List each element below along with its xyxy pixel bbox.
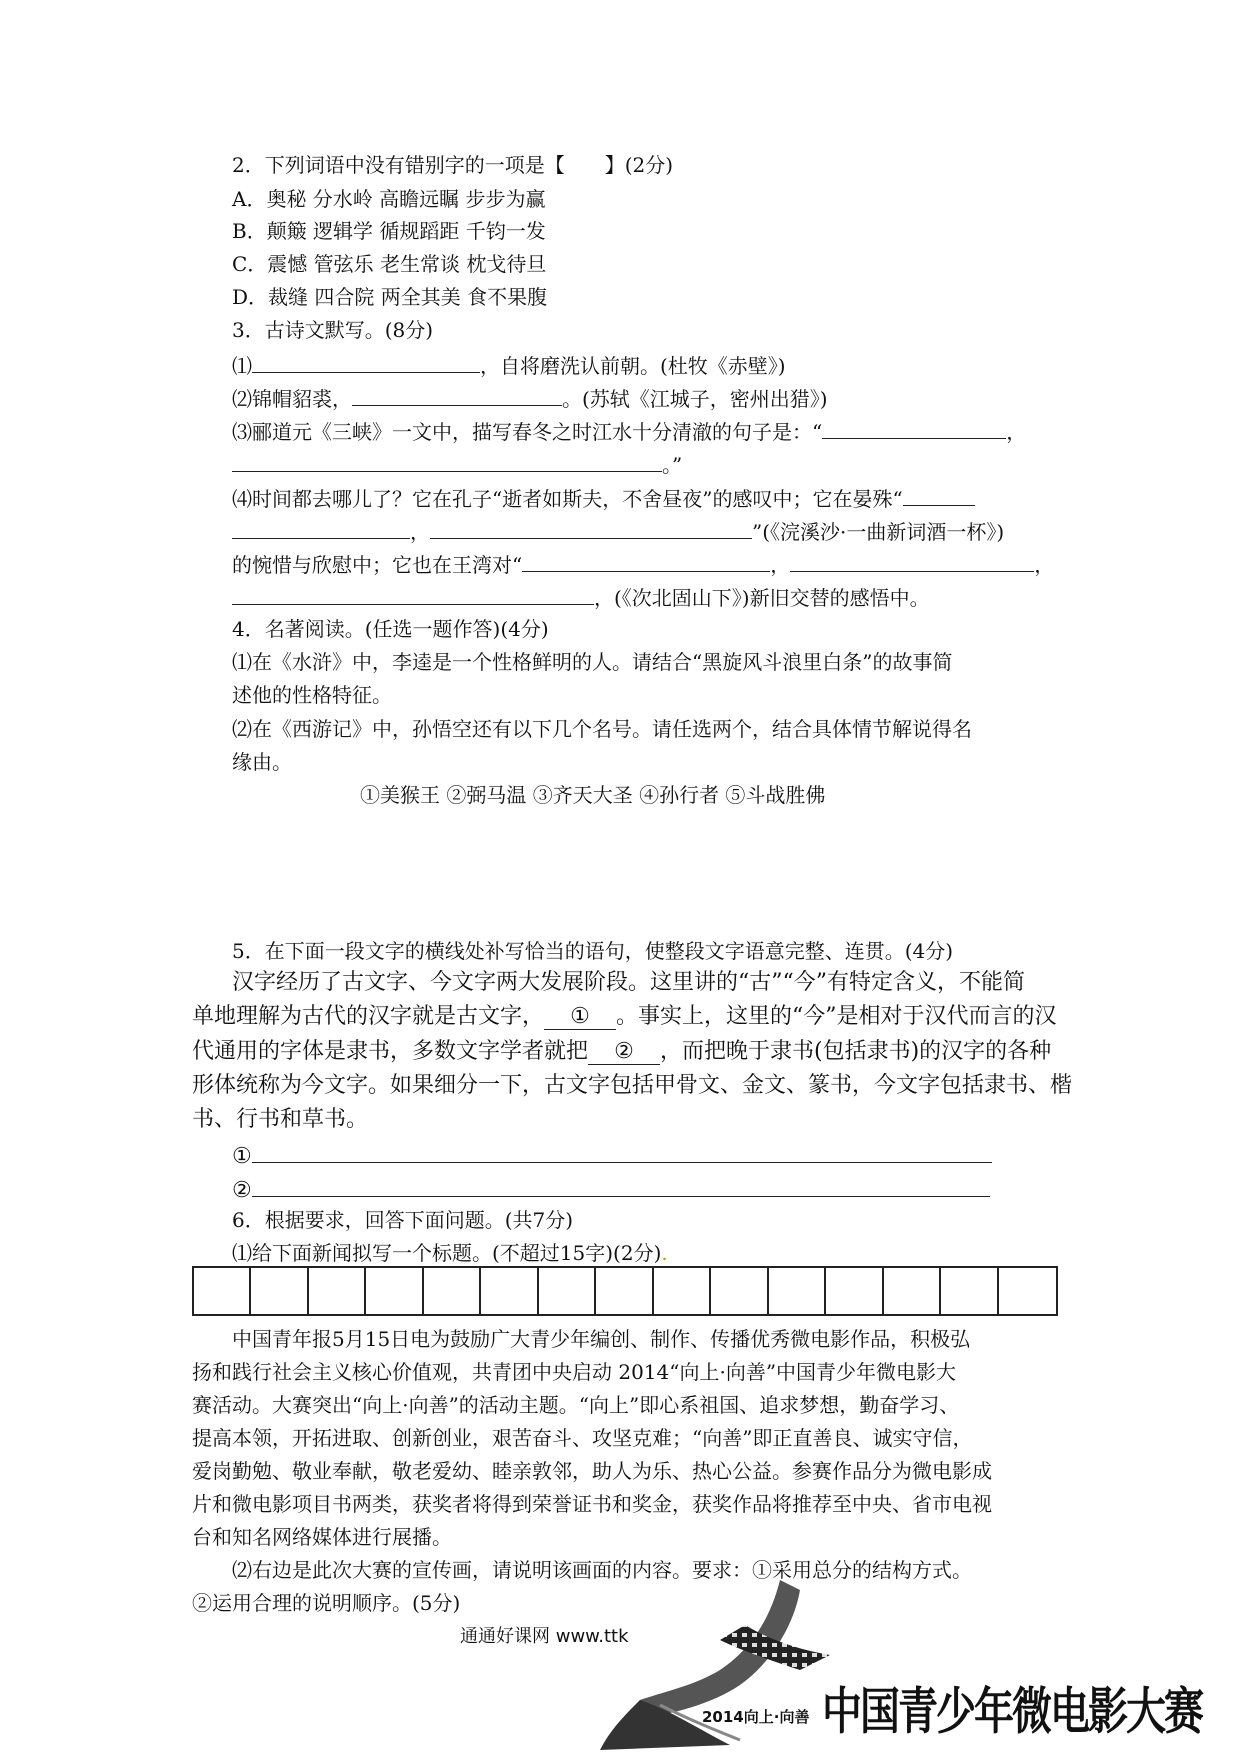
q3-stem: 3．古诗文默写。(8分) (232, 318, 434, 342)
grid-cell[interactable] (366, 1268, 423, 1314)
q5-blank-1[interactable]: ① (544, 1003, 616, 1030)
q3-item-3-blank-1[interactable] (822, 416, 1006, 439)
q3-item-4-comma-2: ， (770, 553, 791, 577)
q5-answer-2-label: ② (232, 1178, 252, 1203)
poster-slogan: 2014向上·向善 (702, 1708, 810, 1726)
q5-stem: 5．在下面一段文字的横线处补写恰当的语句，使整段文字语意完整、连贯。(4分) (232, 939, 954, 963)
grid-cell[interactable] (999, 1268, 1056, 1314)
grid-cell[interactable] (654, 1268, 711, 1314)
q6-news-line-4: 提高本领，开拓进取、创新创业，艰苦奋斗、攻坚克难；“向善”即正直善良、诚实守信， (192, 1426, 973, 1450)
grid-cell[interactable] (884, 1268, 941, 1314)
q5-text-2b: 。事实上，这里的“今”是相对于汉代而言的汉 (616, 1004, 1057, 1029)
q6-part-1-text: ⑴给下面新闻拟写一个标题。(不超过15字)(2分) (232, 1241, 662, 1265)
q5-para-line-1: 汉字经历了古文字、今文字两大发展阶段。这里讲的“古”“今”有特定含义，不能简 (232, 970, 1025, 995)
q3-item-4-blank-6[interactable] (232, 582, 594, 605)
q3-item-4-blank-1[interactable] (903, 483, 975, 506)
q4-part-1-line-2: 述他的性格特征。 (232, 683, 392, 707)
q5-answer-2-line[interactable] (252, 1174, 990, 1197)
q3-item-1-number: ⑴ (232, 354, 252, 378)
q3-item-4-text-a: ⑷时间都去哪儿了？它在孔子“逝者如斯夫，不舍昼夜”的感叹中；它在晏殊“ (232, 487, 903, 511)
q5-para-line-4: 形体统称为今文字。如果细分一下，古文字包括甲骨文、金文、篆书，今文字包括隶书、楷 (192, 1073, 1073, 1098)
q3-item-2 (232, 383, 828, 412)
q6-news-line-6: 片和微电影项目书两类，获奖者将得到荣誉证书和奖金，获奖作品将推荐至中央、省市电视 (192, 1492, 992, 1516)
q5-para-line-5: 书、行书和草书。 (192, 1107, 369, 1132)
q3-item-2-text-a: ⑵锦帽貂裘， (232, 387, 352, 411)
grid-cell[interactable] (826, 1268, 883, 1314)
q3-item-4-cont-1 (232, 516, 1004, 545)
q3-item-4-comma: ， (410, 520, 430, 544)
q3-item-3-cont (232, 449, 682, 478)
q3-item-4-cont-3 (232, 582, 930, 611)
q2-option-c: C．震憾 管弦乐 老生常谈 枕戈待旦 (232, 252, 547, 276)
footer-website: 通通好课网 www.ttk (460, 1626, 629, 1647)
q3-item-4-blank-2[interactable] (232, 516, 410, 539)
q3-item-4-blank-3[interactable] (430, 516, 752, 539)
q3-item-4-source: ”(《浣溪沙·一曲新词酒一杯》) (752, 520, 1005, 544)
grid-cell[interactable] (481, 1268, 538, 1314)
q6-stem: 6．根据要求，回答下面问题。(共7分) (232, 1208, 574, 1232)
q6-title-answer-grid[interactable] (192, 1266, 1058, 1316)
q6-part-2-line-1: ⑵右边是此次大赛的宣传画，请说明该画面的内容。要求：①采用总分的结构方式。 (232, 1558, 972, 1582)
q4-part-1-line-1: ⑴在《水浒》中，李逵是一个性格鲜明的人。请结合“黑旋风斗浪里白条”的故事简 (232, 650, 953, 674)
q6-stray-dot: . (661, 1241, 668, 1265)
grid-cell[interactable] (711, 1268, 768, 1314)
q3-item-1-text: ，自将磨洗认前朝。(杜牧《赤壁》) (480, 354, 786, 378)
q6-news-line-5: 爱岗勤勉、敬业奉献，敬老爱幼、睦亲敦邻，助人为乐、热心公益。参赛作品分为微电影成 (192, 1459, 992, 1483)
q4-part-2-line-2: 缘由。 (232, 750, 292, 774)
q6-part-2-line-2: ②运用合理的说明顺序。(5分) (192, 1591, 461, 1615)
q5-answer-1-label: ① (232, 1144, 252, 1169)
q4-stem: 4．名著阅读。(任选一题作答)(4分) (232, 617, 549, 641)
q3-item-4-cont-2 (232, 549, 1054, 578)
q2-option-b: B．颠簸 逻辑学 循规蹈距 千钧一发 (232, 219, 546, 243)
q3-item-4-text-d: 的惋惜与欣慰中；它也在王湾对“ (232, 553, 523, 577)
q6-news-line-2: 扬和践行社会主义核心价值观，共青团中央启动 2014“向上·向善”中国青少年微电影大 (192, 1360, 957, 1384)
q4-part-2-line-1: ⑵在《西游记》中，孙悟空还有以下几个名号。请任选两个，结合具体情节解说得名 (232, 717, 972, 741)
grid-cell[interactable] (539, 1268, 596, 1314)
poster-title: 中国青少年微电影大赛 (822, 1683, 1202, 1741)
grid-cell[interactable] (596, 1268, 653, 1314)
q3-item-4-text-g: ，(《次北固山下》)新旧交替的感悟中。 (594, 586, 930, 610)
grid-cell[interactable] (769, 1268, 826, 1314)
q2-stem: 2．下列词语中没有错别字的一项是【 】(2分) (232, 153, 674, 177)
grid-cell[interactable] (941, 1268, 998, 1314)
q5-para-line-3 (192, 1038, 1051, 1066)
grid-cell[interactable] (309, 1268, 366, 1314)
q5-answer-2 (232, 1174, 990, 1205)
q3-item-3-comma: ， (1006, 420, 1027, 444)
q3-item-4-comma-3: ， (1034, 553, 1055, 577)
q6-news-line-7: 台和知名网络媒体进行展播。 (192, 1525, 452, 1549)
q6-part-1 (232, 1240, 668, 1266)
q5-answer-1-line[interactable] (252, 1140, 992, 1163)
q3-item-3-end: 。” (662, 453, 683, 477)
q2-option-d: D．裁缝 四合院 两全其美 食不果腹 (232, 285, 548, 309)
q2-option-a: A．奥秘 分水岭 高瞻远瞩 步步为赢 (232, 187, 546, 211)
q3-item-4-blank-4[interactable] (522, 549, 770, 572)
q5-blank-2[interactable]: ② (588, 1038, 660, 1065)
q6-news-line-1: 中国青年报5月15日电为鼓励广大青少年编创、制作、传播优秀微电影作品，积极弘 (232, 1327, 971, 1351)
q3-item-4 (232, 483, 975, 512)
q5-text-3a: 代通用的字体是隶书，多数文字学者就把 (192, 1039, 589, 1064)
q3-item-3-text-a: ⑶郦道元《三峡》一文中，描写春冬之时江水十分清澈的句子是：“ (232, 420, 823, 444)
q3-item-1 (232, 350, 786, 379)
q3-item-4-blank-5[interactable] (790, 549, 1034, 572)
q4-names-list: ①美猴王 ②弼马温 ③齐天大圣 ④孙行者 ⑤斗战胜佛 (360, 783, 826, 807)
q6-news-line-3: 赛活动。大赛突出“向上·向善”的活动主题。“向上”即心系祖国、追求梦想，勤奋学习、 (192, 1393, 960, 1417)
grid-cell[interactable] (251, 1268, 308, 1314)
grid-cell[interactable] (194, 1268, 251, 1314)
q5-text-2a: 单地理解为古代的汉字就是古文字， (192, 1004, 545, 1029)
q5-para-line-2 (192, 1003, 1057, 1031)
q5-answer-1 (232, 1140, 992, 1171)
q3-item-3-blank-2[interactable] (232, 449, 662, 472)
q3-item-2-blank[interactable] (352, 383, 562, 406)
q3-item-2-text-b: 。(苏轼《江城子，密州出猎》) (562, 387, 828, 411)
q5-text-3b: ，而把晚于隶书(包括隶书)的汉字的各种 (660, 1039, 1052, 1064)
q3-item-1-blank[interactable] (252, 350, 480, 373)
q3-item-3 (232, 416, 1026, 445)
grid-cell[interactable] (424, 1268, 481, 1314)
